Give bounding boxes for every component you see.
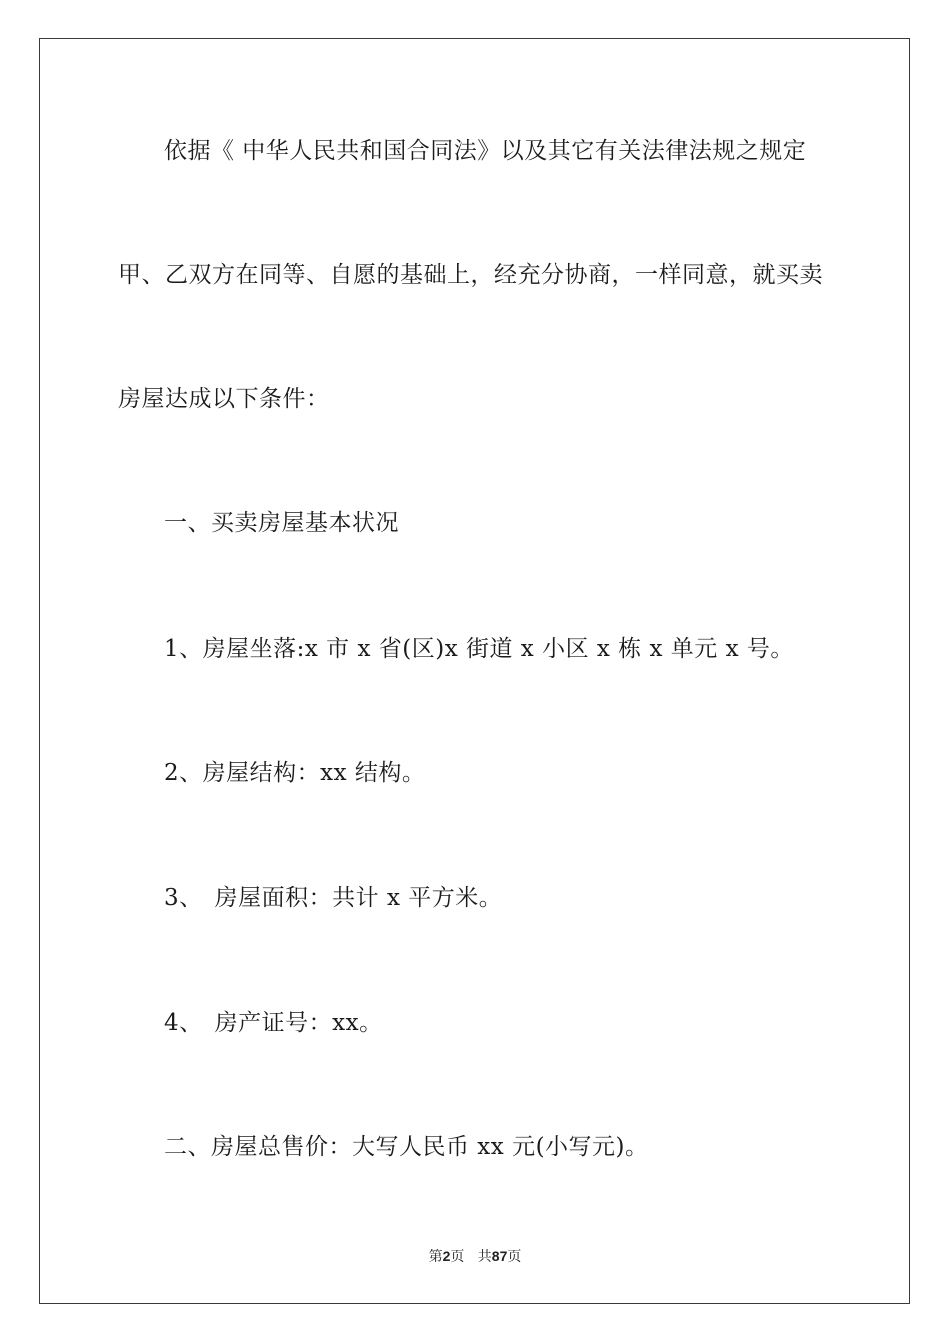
footer-total-prefix: 共 <box>477 1249 492 1265</box>
item-house-structure: 2、房屋结构：xx 结构。 <box>164 760 426 786</box>
item-house-location: 1、房屋坐落:x 市 x 省(区)x 街道 x 小区 x 栋 x 单元 x 号。 <box>164 636 794 662</box>
item-house-area: 3、 房屋面积：共计 x 平方米。 <box>164 885 503 911</box>
page-frame <box>39 38 910 1304</box>
paragraph-line-2: 甲、乙双方在同等、自愿的基础上，经充分协商，一样同意，就买卖 <box>118 262 823 288</box>
footer-page-suffix: 页 <box>450 1249 465 1265</box>
paragraph-line-1: 依据《 中华人民共和国合同法》以及其它有关法律法规之规定 <box>164 138 807 164</box>
footer-total-suffix: 页 <box>507 1249 522 1265</box>
paragraph-line-3: 房屋达成以下条件： <box>118 386 330 412</box>
footer-total-pages: 87 <box>491 1248 508 1264</box>
section-heading-basic-info: 一、买卖房屋基本状况 <box>164 510 399 536</box>
page-footer <box>0 1247 950 1266</box>
footer-page-number: 2 <box>442 1248 451 1264</box>
footer-page-prefix: 第 <box>428 1249 443 1265</box>
item-certificate-number: 4、 房产证号：xx。 <box>164 1010 383 1036</box>
section-heading-total-price: 二、房屋总售价：大写人民币 xx 元(小写元)。 <box>164 1134 649 1160</box>
